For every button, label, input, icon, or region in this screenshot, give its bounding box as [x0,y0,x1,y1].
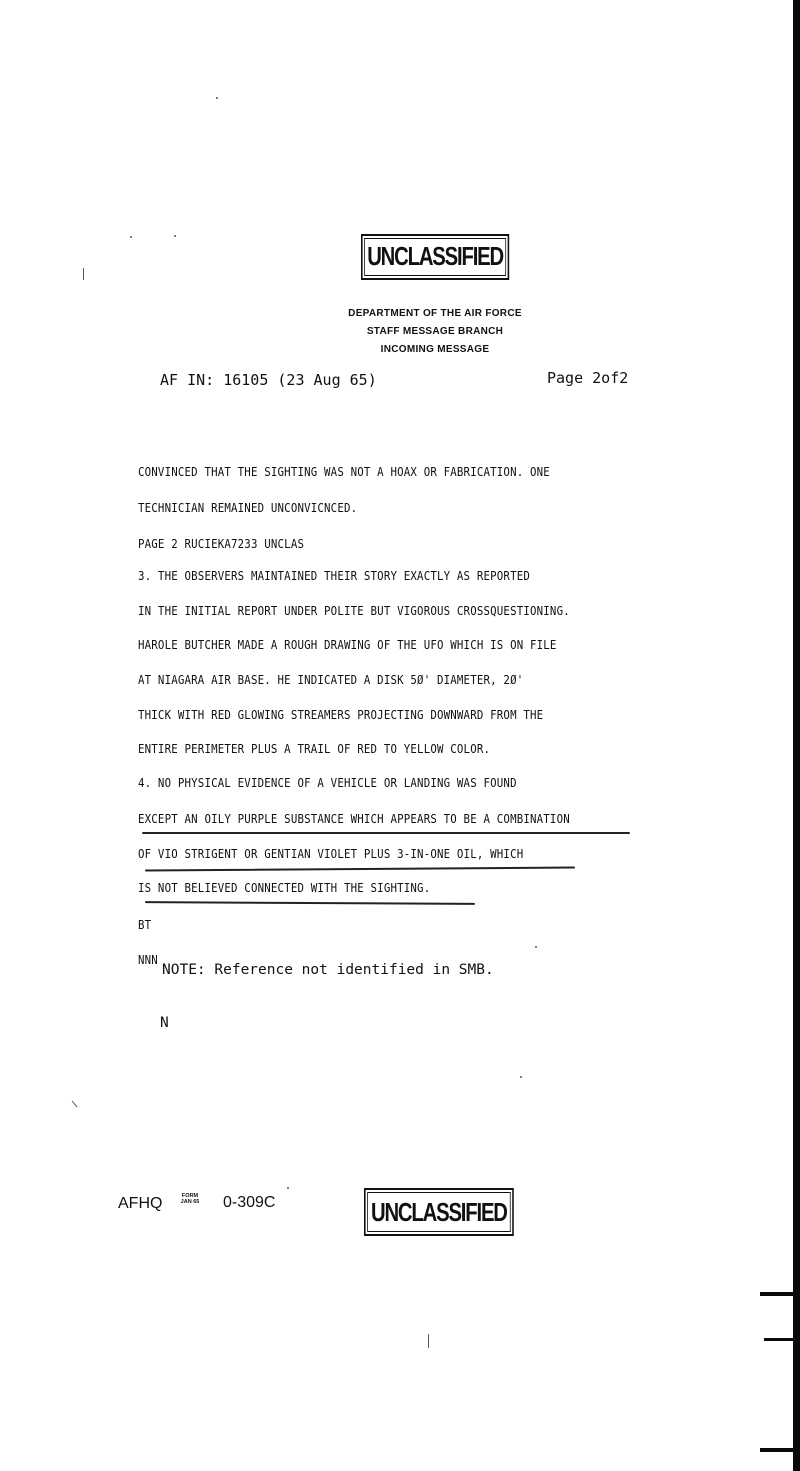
reference-note: NOTE: Reference not identified in SMB. [162,962,494,978]
edge-tick [764,1338,800,1341]
body-line: 3. THE OBSERVERS MAINTAINED THEIR STORY EXACTLY AS REPORTED [138,568,530,583]
scan-speck [174,235,176,237]
handwritten-underline [145,866,575,871]
department-name: DEPARTMENT OF THE AIR FORCE [348,308,522,319]
classification-stamp-bottom [364,1188,514,1236]
branch-name: STAFF MESSAGE BRANCH [366,326,504,337]
handwritten-underline [142,832,630,834]
body-line: IS NOT BELIEVED CONNECTED WITH THE SIGHTING. [138,880,431,895]
scan-speck [428,1334,429,1348]
end-marker: NNN [138,952,158,967]
afhq-label: AFHQ [118,1195,163,1212]
classification-stamp-top [361,234,509,280]
message-type: INCOMING MESSAGE [380,344,490,355]
scan-speck [72,1101,78,1108]
body-line: ENTIRE PERIMETER PLUS A TRAIL OF RED TO YELLOW COLOR. [138,741,491,756]
page-number: Page 2of2 [547,369,629,387]
scan-speck [535,946,537,948]
body-line: 4. NO PHYSICAL EVIDENCE OF A VEHICLE OR LANDING WAS FOUND [138,775,517,790]
classification-text: UNCLASSIFIED [370,1197,507,1227]
form-number: 0-309C [223,1194,276,1211]
scan-speck [130,236,132,238]
body-line: PAGE 2 RUCIEKA7233 UNCLAS [138,536,305,551]
body-line: THICK WITH RED GLOWING STREAMERS PROJECTING DOWNWARD FROM THE [138,707,544,722]
edge-tick [760,1448,800,1452]
classification-text: UNCLASSIFIED [367,241,504,271]
handwritten-underline [145,901,475,904]
body-line: BT [138,917,152,932]
scan-speck [216,97,218,99]
scan-speck [287,1187,289,1189]
form-date-label [177,1193,203,1205]
scan-speck [83,268,84,280]
body-line: AT NIAGARA AIR BASE. HE INDICATED A DISK 5Ø' DIAMETER, 2Ø' [138,672,524,687]
body-line: EXCEPT AN OILY PURPLE SUBSTANCE WHICH APPEARS TO BE A COMBINATION [138,811,570,826]
body-line: IN THE INITIAL REPORT UNDER POLITE BUT VIGOROUS CROSSQUESTIONING. [138,603,570,618]
body-line: TECHNICIAN REMAINED UNCONVICNCED. [138,500,358,515]
department-header [315,305,555,359]
body-line: HAROLE BUTCHER MADE A ROUGH DRAWING OF THE UFO WHICH IS ON FILE [138,637,557,652]
edge-tick [760,1292,800,1296]
scan-speck [520,1076,522,1078]
af-in-number: AF IN: 16105 (23 Aug 65) [160,371,377,389]
body-line: OF VIO STRIGENT OR GENTIAN VIOLET PLUS 3-IN-ONE OIL, WHICH [138,846,524,861]
form-date: JAN 65 [180,1199,200,1205]
body-line: CONVINCED THAT THE SIGHTING WAS NOT A HOAX OR FABRICATION. ONE [138,464,550,479]
form-word: FORM [181,1193,199,1199]
initial-mark: N [160,1015,169,1031]
page-edge-border [793,0,800,1471]
